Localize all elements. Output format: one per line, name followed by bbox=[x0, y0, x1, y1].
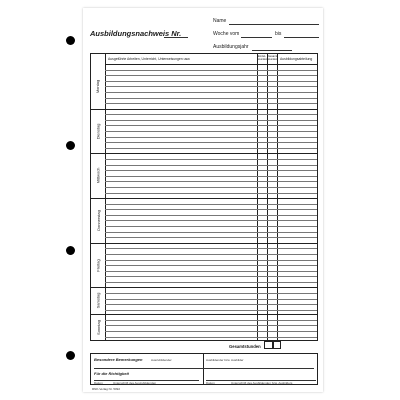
training-year-label: Ausbildungsjahr bbox=[213, 44, 249, 50]
entry-line[interactable] bbox=[105, 215, 317, 216]
entry-line[interactable] bbox=[105, 220, 317, 221]
day-label-freitag bbox=[91, 243, 105, 288]
form-title: Ausbildungsnachweis Nr. bbox=[90, 29, 182, 38]
publisher-footer: RNK-Verlag Nr. 5092 bbox=[92, 387, 121, 391]
training-year-field[interactable] bbox=[252, 50, 292, 51]
single-hours-column-header: Einzel-stunden bbox=[258, 55, 268, 62]
name-field[interactable] bbox=[229, 24, 319, 25]
entry-line[interactable] bbox=[105, 337, 317, 338]
entry-line[interactable] bbox=[105, 137, 317, 138]
entry-line[interactable] bbox=[105, 176, 317, 177]
punch-hole-3 bbox=[66, 246, 75, 255]
entry-line[interactable] bbox=[105, 271, 317, 272]
day-label-mittwoch bbox=[91, 153, 105, 198]
day-divider bbox=[91, 153, 317, 154]
punch-hole-2 bbox=[66, 141, 75, 150]
entry-line[interactable] bbox=[105, 125, 317, 126]
department-column-header: Ausbildungsabteilung bbox=[280, 57, 313, 61]
entry-line[interactable] bbox=[105, 226, 317, 227]
day-label-text: Dienstag bbox=[95, 123, 101, 139]
entry-line[interactable] bbox=[105, 304, 317, 305]
week-until-field[interactable] bbox=[284, 37, 319, 38]
total-hours-label: Gesamtstunden bbox=[229, 344, 261, 349]
entry-line[interactable] bbox=[105, 86, 317, 87]
entry-line[interactable] bbox=[105, 325, 317, 326]
day-label-dienstag bbox=[91, 109, 105, 154]
trainer-date-label: Datum bbox=[206, 381, 215, 385]
form-page bbox=[83, 8, 323, 392]
entry-line[interactable] bbox=[105, 120, 317, 121]
entry-line[interactable] bbox=[105, 75, 317, 76]
week-from-field[interactable] bbox=[241, 37, 272, 38]
week-from-label: Woche vom bbox=[213, 31, 240, 37]
entry-line[interactable] bbox=[105, 131, 317, 132]
entry-line[interactable] bbox=[105, 310, 317, 311]
title-number-field[interactable] bbox=[164, 37, 188, 38]
entry-line[interactable] bbox=[105, 114, 317, 115]
day-label-text: Samstag bbox=[95, 292, 101, 309]
signature-block bbox=[90, 353, 318, 385]
entry-line[interactable] bbox=[105, 260, 317, 261]
entry-line[interactable] bbox=[105, 276, 317, 277]
day-divider bbox=[91, 109, 317, 110]
entry-line[interactable] bbox=[105, 265, 317, 266]
entry-line[interactable] bbox=[105, 148, 317, 149]
entry-line[interactable] bbox=[105, 204, 317, 205]
day-label-text: Sonntag bbox=[95, 320, 101, 336]
remarks-trainer-label: Ausbildender bzw. Ausbilder bbox=[206, 358, 244, 362]
day-label-text: Montag bbox=[95, 79, 101, 93]
day-divider bbox=[91, 243, 317, 244]
entry-line[interactable] bbox=[105, 70, 317, 71]
entry-line[interactable] bbox=[105, 193, 317, 194]
day-label-montag bbox=[91, 64, 105, 109]
entry-line[interactable] bbox=[105, 165, 317, 166]
entry-line[interactable] bbox=[105, 81, 317, 82]
day-divider bbox=[91, 198, 317, 199]
entry-line[interactable] bbox=[105, 299, 317, 300]
entry-line[interactable] bbox=[105, 320, 317, 321]
entry-line[interactable] bbox=[105, 181, 317, 182]
entry-line[interactable] bbox=[105, 98, 317, 99]
remarks-label: Besondere Bemerkungen bbox=[94, 357, 143, 362]
day-divider bbox=[91, 314, 317, 315]
remarks-divider bbox=[94, 368, 314, 369]
entry-line[interactable] bbox=[105, 331, 317, 332]
entry-line[interactable] bbox=[105, 142, 317, 143]
total-hours-single-box[interactable] bbox=[264, 341, 273, 349]
entry-line[interactable] bbox=[105, 103, 317, 104]
signature-divider bbox=[203, 354, 204, 384]
entry-line[interactable] bbox=[105, 232, 317, 233]
entry-line[interactable] bbox=[105, 209, 317, 210]
trainee-signature-label: Unterschrift des Auszubildenden bbox=[113, 381, 157, 385]
total-hours-column-header: Gesamt-stunden bbox=[268, 55, 278, 62]
day-label-sonntag bbox=[91, 314, 105, 341]
punch-hole-1 bbox=[66, 36, 75, 45]
remarks-trainee-label: Auszubildender bbox=[151, 358, 172, 362]
activities-column-header: Ausgeführte Arbeiten, Unterricht, Unterweisungen usw. bbox=[108, 57, 191, 61]
name-label: Name bbox=[213, 18, 227, 24]
trainer-signature-label: Unterschrift des Ausbildenden bzw. Ausbilders bbox=[231, 381, 293, 385]
entry-line[interactable] bbox=[105, 237, 317, 238]
punch-hole-4 bbox=[66, 351, 75, 360]
entry-line[interactable] bbox=[105, 92, 317, 93]
entry-line[interactable] bbox=[105, 187, 317, 188]
entry-line[interactable] bbox=[105, 170, 317, 171]
weekly-record-grid bbox=[90, 53, 318, 341]
entry-line[interactable] bbox=[105, 254, 317, 255]
week-until-label: bis bbox=[275, 31, 282, 37]
total-hours-sum-box[interactable] bbox=[273, 341, 281, 349]
trainee-date-label: Datum bbox=[94, 381, 103, 385]
day-label-text: Mittwoch bbox=[95, 167, 101, 184]
header-row-divider bbox=[105, 64, 317, 65]
day-divider bbox=[91, 287, 317, 288]
day-label-text: Freitag bbox=[95, 258, 101, 272]
entry-line[interactable] bbox=[105, 293, 317, 294]
correctness-label: Für die Richtigkeit bbox=[94, 371, 129, 376]
day-label-samstag bbox=[91, 287, 105, 314]
day-label-text: Donnerstag bbox=[95, 210, 101, 231]
entry-line[interactable] bbox=[105, 282, 317, 283]
entry-line[interactable] bbox=[105, 159, 317, 160]
day-label-donnerstag bbox=[91, 198, 105, 243]
entry-line[interactable] bbox=[105, 248, 317, 249]
